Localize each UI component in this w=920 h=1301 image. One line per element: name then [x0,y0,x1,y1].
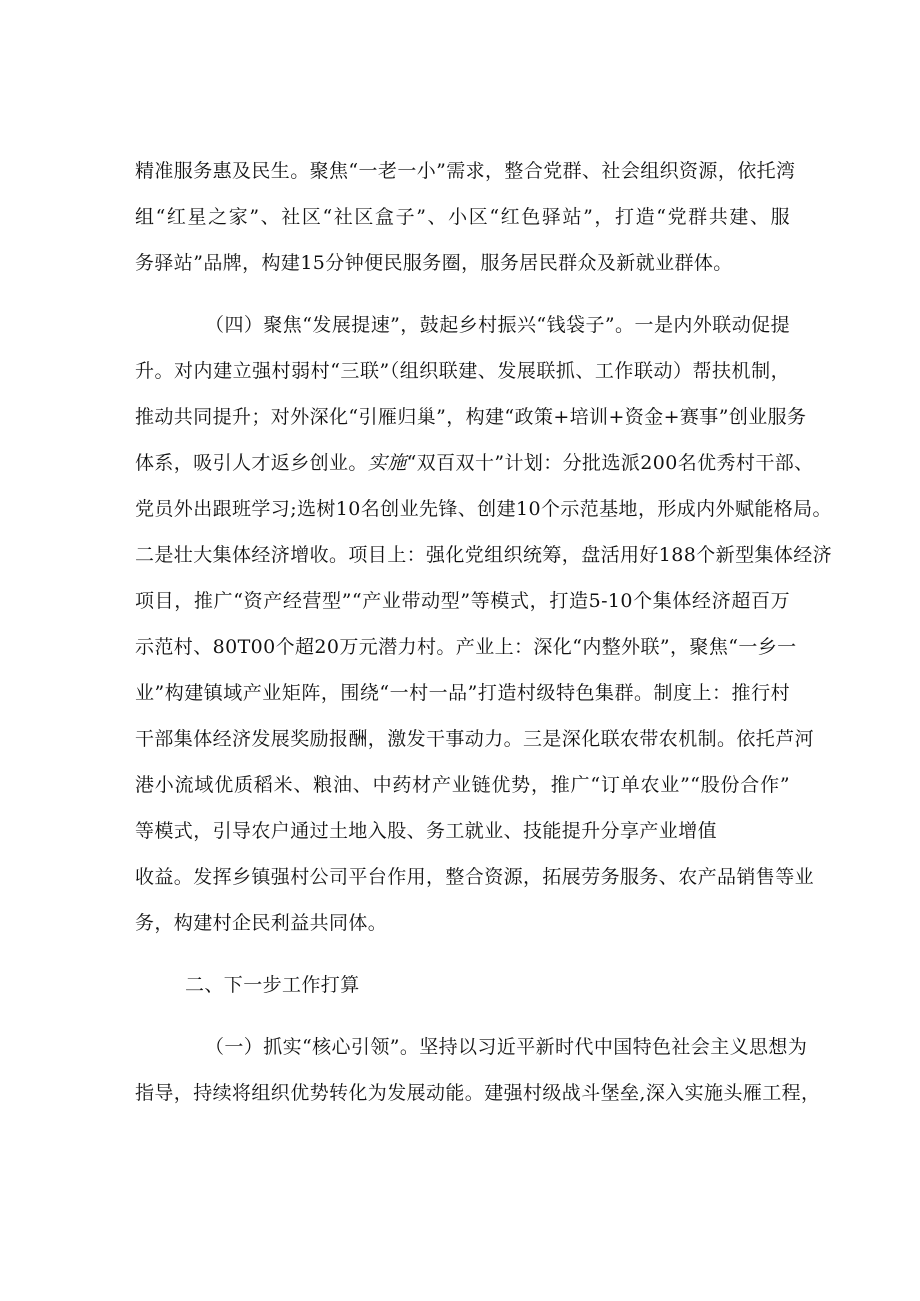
paragraph-heading-line: （四）聚焦“发展提速”，鼓起乡村振兴“钱袋子”。一是内外联动促提 [205,314,790,336]
text-line: 升。对内建立强村弱村“三联”（组织联建、发展联抓、工作联动）帮扶机制， [135,360,790,382]
italic-text-segment: 实施 [367,452,407,474]
text-line: 党员外出跟班学习;选树10名创业先锋、创建10个示范基地，形成内外赋能格局。 [135,498,832,520]
text-line: 业”构建镇域产业矩阵，围绕“一村一品”打造村级特色集群。制度上：推行村 [135,682,790,704]
text-line: 收益。发挥乡镇强村公司平台作用，整合资源，拓展劳务服务、农产品销售等业 [135,866,815,888]
text-line: 港小流域优质稻米、粮油、中药材产业链优势，推广“订单农业”“股份合作” [135,774,790,796]
section-heading: 二、下一步工作打算 [185,974,360,996]
text-line: 等模式，引导农户通过土地入股、务工就业、技能提升分享产业增值 [135,820,718,842]
text-line: 推动共同提升；对外深化“引雁归巢”，构建“政策+培训+资金+赛事”创业服务 [135,406,807,428]
text-line: 务，构建村企民利益共同体。 [135,912,388,934]
text-line: 示范村、80T00个超20万元潜力村。产业上：深化“内整外联”，聚焦“一乡一 [135,636,797,658]
text-line: 精准服务惠及民生。聚焦“一老一小”需求，整合党群、社会组织资源，依托湾 [135,160,796,182]
text-line: 干部集体经济发展奖励报酬，激发干事动力。三是深化联农带农机制。依托芦河 [135,728,815,750]
text-segment: 体系，吸引人才返乡创业。 [135,452,368,474]
text-line: 组“红星之家”、社区“社区盒子”、小区“红色驿站”，打造“党群共建、服 [135,206,790,228]
text-segment: “双百双十”计划：分批选派200名优秀村干部、 [406,452,814,474]
text-line: 指导，持续将组织优势转化为发展动能。建强村级战斗堡垒,深入实施头雁工程， [135,1082,821,1104]
paragraph-heading-line: （一）抓实“核心引领”。坚持以习近平新时代中国特色社会主义思想为 [205,1036,808,1058]
text-line: 务驿站”品牌，构建15分钟便民服务圈，服务居民群众及新就业群体。 [135,252,733,274]
text-line: 项目，推广“资产经营型”“产业带动型”等模式，打造5-10个集体经济超百万 [135,590,790,612]
text-line: 二是壮大集体经济增收。项目上：强化党组织统筹，盘活用好188个新型集体经济 [135,544,833,566]
text-line [135,446,814,480]
